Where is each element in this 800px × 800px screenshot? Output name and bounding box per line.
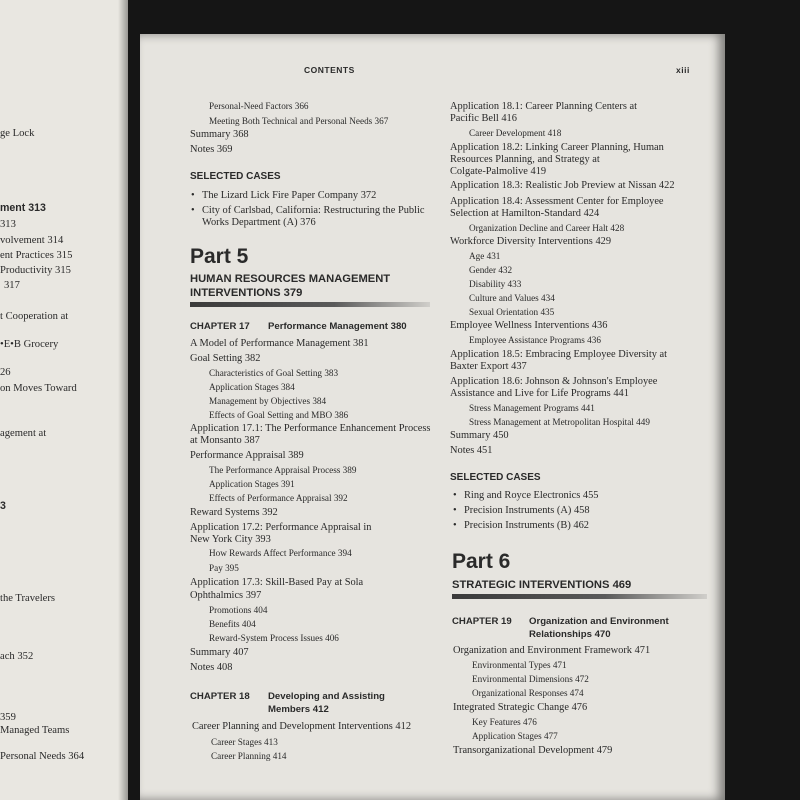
toc-entry: Application 18.6: Johnson & Johnson's Employee [450,376,658,387]
toc-entry: Career Planning and Development Interventions 412 [192,721,412,732]
left-fragment: 317 [4,280,20,291]
toc-subentry: Sexual Orientation 435 [469,307,555,317]
toc-entry: Performance Appraisal 389 [190,450,304,461]
part-title: STRATEGIC INTERVENTIONS 469 [452,579,632,591]
toc-subentry: Stress Management Programs 441 [469,403,595,413]
toc-entry: Summary 407 [190,647,249,658]
toc-entry: Application 18.4: Assessment Center for Employee [450,196,664,207]
toc-subentry: Career Stages 413 [211,737,278,747]
left-fragment: ach 352 [0,651,34,662]
chapter-title: Members 412 [268,704,329,715]
toc-entry: Reward Systems 392 [190,507,278,518]
toc-entry: Summary 368 [190,129,249,140]
toc-entry: Organization and Environment Framework 471 [453,645,651,656]
part-title: INTERVENTIONS 379 [190,287,303,299]
left-fragment: ge Lock [0,128,35,139]
left-fragment: 313 [0,219,16,230]
page-header-title: CONTENTS [304,65,355,75]
toc-entry: Pacific Bell 416 [450,113,517,124]
toc-subentry: Key Features 476 [472,717,537,727]
toc-entry: Application 18.3: Realistic Job Preview at Nissan 422 [450,180,675,191]
toc-subentry: How Rewards Affect Performance 394 [209,548,352,558]
part-rule [452,594,707,599]
toc-subentry: Career Development 418 [469,128,562,138]
toc-subentry: Characteristics of Goal Setting 383 [209,368,339,378]
toc-entry: Application 17.2: Performance Appraisal in [190,522,372,533]
toc-entry: Transorganizational Development 479 [453,745,613,756]
part-number: Part 6 [452,550,511,573]
toc-entry: Assistance and Live for Life Programs 441 [450,388,629,399]
toc-subentry: Effects of Performance Appraisal 392 [209,493,348,503]
toc-subentry: Benefits 404 [209,619,256,629]
selected-case: • Precision Instruments (B) 462 [464,519,589,532]
selected-cases-heading: SELECTED CASES [190,171,281,182]
left-fragment: on Moves Toward [0,383,77,394]
toc-entry: Application 17.1: The Performance Enhancement Process [190,423,431,434]
toc-subentry: Reward-System Process Issues 406 [209,633,339,643]
toc-subentry: Application Stages 384 [209,382,295,392]
toc-subentry: Environmental Types 471 [472,660,567,670]
toc-subentry: Effects of Goal Setting and MBO 386 [209,410,349,420]
part-rule [190,302,430,307]
left-fragment: Personal Needs 364 [0,751,85,762]
toc-subentry: The Performance Appraisal Process 389 [209,465,357,475]
contents-page [140,34,725,800]
left-fragment: t Cooperation at [0,311,69,322]
left-fragment: 359 [0,712,16,723]
toc-subentry: Gender 432 [469,265,513,275]
toc-entry: Goal Setting 382 [190,353,261,364]
toc-subentry: Career Planning 414 [211,751,287,761]
toc-entry: Baxter Export 437 [450,361,527,372]
left-fragment: 26 [0,367,11,378]
selected-case: • Ring and Royce Electronics 455 [464,489,598,502]
toc-entry: Notes 408 [190,662,233,673]
toc-entry: Resources Planning, and Strategy at [450,154,600,165]
part-title: HUMAN RESOURCES MANAGEMENT [190,273,391,285]
selected-case: • Precision Instruments (A) 458 [464,504,590,517]
toc-subentry: Pay 395 [209,563,239,573]
toc-subentry: Organizational Responses 474 [472,688,584,698]
toc-subentry: Application Stages 477 [472,731,558,741]
chapter-heading [190,691,470,717]
toc-entry: Integrated Strategic Change 476 [453,702,588,713]
chapter-title: Organization and Environment [529,616,669,627]
toc-entry: Summary 450 [450,430,509,441]
chapter-title: Performance Management 380 [268,321,407,332]
left-fragment: ment 313 [0,202,46,214]
toc-subentry: Age 431 [469,251,501,261]
toc-subentry: Personal-Need Factors 366 [209,101,309,111]
left-fragment: •E•B Grocery [0,339,59,350]
left-fragment: Productivity 315 [0,265,71,276]
toc-entry: Ophthalmics 397 [190,590,262,601]
toc-entry: Application 18.2: Linking Career Planning, Human [450,142,664,153]
selected-case-cont: Works Department (A) 376 [202,217,316,228]
selected-case: • The Lizard Lick Fire Paper Company 372 [202,189,376,202]
left-fragment: Managed Teams [0,725,70,736]
toc-subentry: Meeting Both Technical and Personal Needs 367 [209,116,389,126]
toc-entry: Notes 451 [450,445,493,456]
chapter-label: CHAPTER 18 [190,691,250,702]
left-fragment: volvement 314 [0,235,64,246]
toc-subentry: Management by Objectives 384 [209,396,327,406]
toc-subentry: Application Stages 391 [209,479,295,489]
left-fragment: the Travelers [0,593,56,604]
toc-entry: Selection at Hamilton-Standard 424 [450,208,600,219]
left-fragment: agement at [0,428,47,439]
part-number: Part 5 [190,245,249,268]
selected-case: • City of Carlsbad, California: Restructuring the Public [202,204,425,217]
toc-entry: Application 18.5: Embracing Employee Diversity at [450,349,667,360]
toc-entry: at Monsanto 387 [190,435,260,446]
toc-subentry: Culture and Values 434 [469,293,555,303]
toc-subentry: Organization Decline and Career Halt 428 [469,223,625,233]
toc-entry: Workforce Diversity Interventions 429 [450,236,612,247]
toc-subentry: Environmental Dimensions 472 [472,674,589,684]
chapter-heading [190,321,470,333]
toc-subentry: Promotions 404 [209,605,268,615]
toc-entry: Colgate-Palmolive 419 [450,166,547,177]
toc-subentry: Disability 433 [469,279,522,289]
chapter-heading [452,616,712,642]
toc-entry: Notes 369 [190,144,233,155]
toc-entry: New York City 393 [190,534,271,545]
toc-entry: Employee Wellness Interventions 436 [450,320,608,331]
chapter-label: CHAPTER 17 [190,321,250,332]
toc-entry: Application 18.1: Career Planning Centers at [450,101,637,112]
toc-entry: A Model of Performance Management 381 [190,338,369,349]
chapter-title: Developing and Assisting [268,691,385,702]
page-number: xiii [676,65,690,75]
selected-cases-heading: SELECTED CASES [450,472,541,483]
left-fragment: ent Practices 315 [0,250,73,261]
left-fragment: 3 [0,500,6,512]
left-page [0,0,128,800]
chapter-title: Relationships 470 [529,629,611,640]
toc-subentry: Employee Assistance Programs 436 [469,335,601,345]
toc-subentry: Stress Management at Metropolitan Hospital 449 [469,417,650,427]
chapter-label: CHAPTER 19 [452,616,512,627]
toc-entry: Application 17.3: Skill-Based Pay at Sola [190,577,364,588]
